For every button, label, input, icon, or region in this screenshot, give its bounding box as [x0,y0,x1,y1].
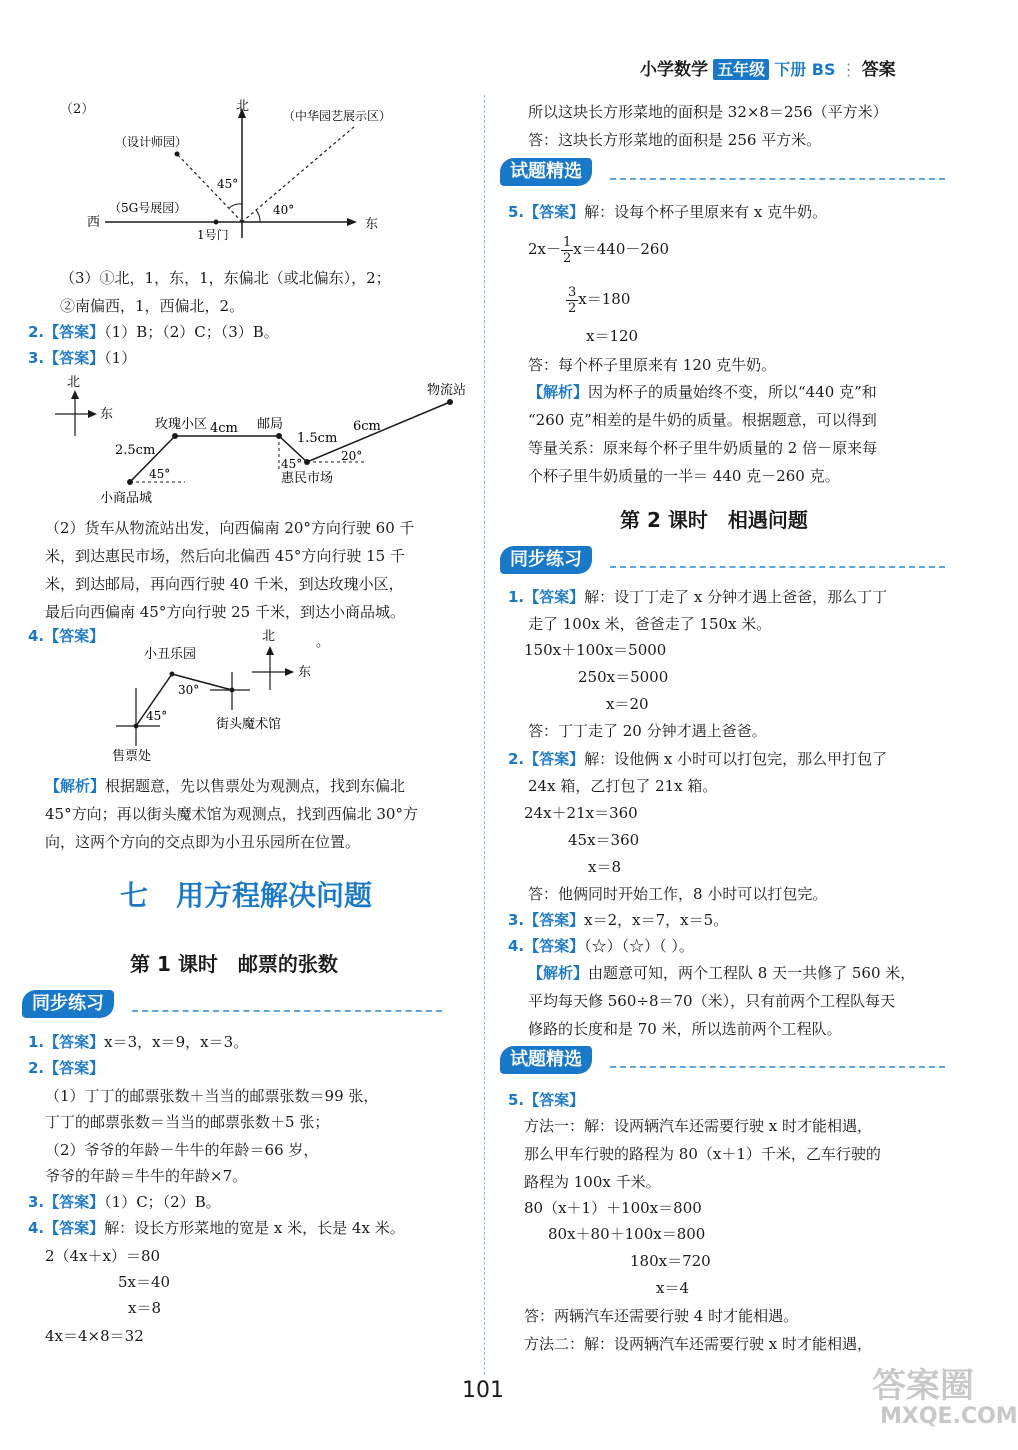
lesson1-title: 第 1 课时 邮票的张数 [130,952,338,976]
l1-q1-tag: 【答案】 [44,1033,105,1051]
d2-north: 北 [67,375,81,390]
header-answers: 答案 [861,60,896,80]
q3-number: 3. [28,349,45,367]
banner-selected-right-1 [500,158,945,188]
l2-q4-explain-text1: 由题意可知，两个工程队 8 天一共修了 560 米， [588,964,916,982]
l2-q1-text1: 解：设丁丁走了 x 分钟才遇上爸爸，那么丁丁 [584,588,888,606]
r-q5-text: 解：设每个杯子里原来有 x 克牛奶。 [584,203,828,221]
l2-q5-eq1: 80（x＋1）＋100x＝800 [524,1199,702,1217]
q4-row [28,626,104,646]
l2-q2-tag: 【答案】 [524,750,585,768]
l2-q5-tag: 【答案】 [524,1091,585,1109]
l1-q2-tag: 【答案】 [44,1059,105,1077]
fraction-three-halves: $\frac{3}{2}$ [568,284,577,316]
q3-p2-line3: 米，到达邮局，再向西行驶 40 千米，到达玫瑰小区， [45,575,404,593]
banner-selected-label-2: 试题精选 [500,1046,592,1074]
d1-angle-45: 45° [217,177,239,191]
l1-q3-tag: 【答案】 [44,1193,105,1211]
banner-practice-left [22,990,442,1020]
r-area-line1: 所以这块长方形菜地的面积是 32×8＝256（平方米） [528,103,888,121]
l1-q2-number: 2. [28,1059,45,1077]
l2-q1-line2: 走了 100x 米，爸爸走了 150x 米。 [528,615,772,633]
l2-q1-eq3: x＝20 [606,695,649,713]
header-separator: ⋮ [840,60,857,79]
l2-q3-tag: 【答案】 [524,911,585,929]
l2-q5-number: 5. [508,1091,525,1109]
column-divider [484,95,485,1375]
l1-q4-eq4: 4x＝4×8＝32 [45,1327,144,1345]
l2-q5-answer: 答：两辆汽车还需要行驶 4 时才能相遇。 [524,1307,799,1325]
header-book: 下册 BS [774,60,836,79]
l1-q2-line4: 爷爷的年龄＝牛牛的年龄×7。 [45,1167,248,1185]
l2-q2-eq2: 45x＝360 [568,831,640,849]
banner-practice-left-label: 同步练习 [22,990,114,1018]
d2-15cm: 1.5cm [297,431,338,446]
d2-angle-45b: 45° [281,457,303,471]
d3-north: 北 [262,629,276,644]
q2-tag: 【答案】 [44,323,105,341]
q4-explain-text1: 根据题意，先以售票处为观测点，找到东偏北 [105,777,406,795]
l2-q1-eq2: 250x＝5000 [578,668,669,686]
page-number: 101 [462,1378,504,1403]
r-q5-row [508,202,827,222]
l1-q4-tag: 【答案】 [44,1219,105,1237]
r-q5-explain-line2: “260 克”相差的是牛奶的质量。根据题意，可以得到 [528,411,877,429]
l2-q1-number: 1. [508,588,525,606]
page-header [640,55,896,80]
l2-q2-line2: 24x 箱，乙打包了 21x 箱。 [528,777,718,795]
l1-q1-number: 1. [28,1033,45,1051]
r-q5-eq2 [566,282,630,316]
r-q5-explain-line1 [528,382,877,402]
r-q5-explain-tag: 【解析】 [528,383,589,401]
d3-dot: 。 [316,635,330,650]
header-grade: 五年级 [713,59,769,80]
q4-explain-line1 [45,776,405,796]
q3-p2-line4: 最后向西偏南 45°方向行驶 25 千米，到达小商品城。 [45,603,405,621]
d1-west: 西 [87,215,101,230]
l1-q3-row [28,1192,221,1212]
l2-q2-eq1: 24x＋21x＝360 [524,804,638,822]
l2-q5-row [508,1090,584,1110]
l1-q3-text: （1）C；（2）B。 [104,1193,221,1211]
clown-park-diagram [100,628,340,763]
d3-angle-30: 30° [178,683,200,697]
q4-number: 4. [28,627,45,645]
d2-huimin: 惠民市场 [281,471,334,486]
l2-q1-row [508,587,887,607]
l2-q1-answer: 答：丁丁走了 20 分钟才遇上爸爸。 [528,722,767,740]
l1-q2-line1: （1）丁丁的邮票张数＋当当的邮票张数＝99 张， [45,1087,379,1105]
q1-part3-line2: ②南偏西，1，西偏北，2。 [60,297,245,315]
l1-q2-line2: 丁丁的邮票张数＝当当的邮票张数＋5 张； [45,1113,330,1131]
l2-q5-eq2: 80x＋80＋100x＝800 [548,1225,706,1243]
r-q5-tag: 【答案】 [524,203,585,221]
d2-market: 小商品城 [100,491,153,506]
l2-q5-eq4: x＝4 [656,1279,690,1297]
l2-q4-explain-line2: 平均每天修 560÷8＝70（米），只有前两个工程队每天 [528,992,896,1010]
d1-angle-40: 40° [273,203,295,217]
banner-practice-right [500,546,945,576]
l2-q4-explain-line1 [528,963,915,983]
r-q5-answer: 答：每个杯子里原来有 120 克牛奶。 [528,356,777,374]
q1-part2-label: （2） [60,102,95,117]
r-area-line2: 答：这块长方形菜地的面积是 256 平方米。 [528,131,822,149]
d2-east: 东 [100,407,114,422]
d2-logistics: 物流站 [427,383,467,398]
r-q5-number: 5. [508,203,525,221]
fraction-half: $\frac{1}{2}$ [563,234,572,266]
l1-q4-number: 4. [28,1219,45,1237]
l2-q4-explain-line3: 修路的长度和是 70 米，所以选前两个工程队。 [528,1020,842,1038]
d2-4cm: 4cm [210,421,238,436]
l2-q5-line2: 那么甲车行驶的路程为 80（x＋1）千米，乙车行驶的 [524,1145,881,1163]
q2-number: 2. [28,323,45,341]
l1-q1-text: x＝3，x＝9，x＝3。 [104,1033,249,1051]
d1-designer: （设计师园） [115,135,188,149]
l1-q2-row [28,1058,104,1078]
watermark-url: MXQE.COM [880,1404,1018,1429]
q3-tag: 【答案】 [44,349,105,367]
r-q5-explain-line3: 等量关系：原来每个杯子里牛奶质量的 2 倍－原来每 [528,439,878,457]
q3-p2-line1: （2）货车从物流站出发，向西偏南 20°方向行驶 60 千 [45,519,415,537]
l1-q3-number: 3. [28,1193,45,1211]
l1-q4-row [28,1218,405,1238]
r-q5-eq1-b: x＝440－260 [573,240,670,258]
l1-q4-eq2: 5x＝40 [118,1273,171,1291]
watermark-logo: 答案圈 [872,1366,974,1406]
l1-q4-text: 解：设长方形菜地的宽是 x 米，长是 4x 米。 [104,1219,405,1237]
d3-angle-45: 45° [146,709,168,723]
q3-row [28,348,136,368]
l2-q3-row [508,910,728,930]
d2-angle-20: 20° [341,449,363,463]
d2-angle-45a: 45° [149,467,171,481]
r-q5-explain-text1: 因为杯子的质量始终不变，所以“440 克”和 [588,383,877,401]
q1-part3-line1: （3）①北，1，东，1，东偏北（或北偏东），2； [60,269,391,287]
l2-q2-number: 2. [508,750,525,768]
r-q5-eq2-b: x＝180 [578,290,631,308]
lesson2-title: 第 2 课时 相遇问题 [620,508,808,532]
l2-q4-text: （☆）（☆）（ ）。 [584,937,694,955]
l2-q5-eq3: 180x＝720 [630,1252,711,1270]
q4-explain-line2: 45°方向；再以街头魔术馆为观测点，找到西偏北 30°方 [45,805,418,823]
q3-text: （1） [104,349,137,367]
banner-selected-right-2 [500,1046,945,1076]
q4-tag: 【答案】 [44,627,105,645]
l2-q4-row [508,936,694,956]
l1-q2-line3: （2）爷爷的年龄－牛牛的年龄＝66 岁， [45,1141,319,1159]
l2-q5-line3: 路程为 100x 千米。 [524,1173,661,1191]
d1-gate: 1号门 [197,228,229,242]
d1-east: 东 [365,217,379,232]
l2-q5-line1: 方法一：解：设两辆汽车还需要行驶 x 时才能相遇， [524,1117,872,1135]
l2-q3-number: 3. [508,911,525,929]
d3-ticket: 售票处 [112,749,152,764]
d2-post: 邮局 [257,417,284,432]
l2-q2-answer: 答：他俩同时开始工作，8 小时可以打包完。 [528,885,828,903]
l1-q1-row [28,1032,248,1052]
banner-practice-right-label: 同步练习 [500,546,592,574]
r-q5-eq1-a: 2x－ [528,240,562,258]
l2-q1-eq1: 150x＋100x＝5000 [524,641,667,659]
header-subject: 小学数学 [640,60,708,80]
l1-q4-eq3: x＝8 [128,1299,162,1317]
r-q5-eq1 [528,232,669,266]
d2-6cm: 6cm [353,419,381,434]
q4-explain-line3: 向，这两个方向的交点即为小丑乐园所在位置。 [45,833,361,851]
d3-clown: 小丑乐园 [144,647,197,662]
d1-chinese-art: （中华园艺展示区） [283,109,392,123]
banner-selected-label-1: 试题精选 [500,158,592,186]
r-q5-eq3: x＝120 [586,327,639,345]
l2-q5-method2: 方法二：解：设两辆汽车还需要行驶 x 时才能相遇， [524,1335,872,1353]
l2-q2-row [508,749,887,769]
d3-east: 东 [298,665,312,680]
d3-magic: 街头魔术馆 [216,717,282,732]
l2-q1-tag: 【答案】 [524,588,585,606]
l2-q2-text1: 解：设他俩 x 小时可以打包完，那么甲打包了 [584,750,888,768]
q4-explain-tag: 【解析】 [45,777,106,795]
d2-25cm: 2.5cm [115,443,156,458]
q2-row [28,322,279,342]
direction-diagram-gate [85,98,395,248]
route-diagram [45,372,485,512]
d1-5g: （5G号展园） [109,201,187,215]
r-q5-explain-line4: 个杯子里牛奶质量的一半＝ 440 克－260 克。 [528,467,840,485]
chapter-title: 七 用方程解决问题 [120,879,373,912]
l2-q4-tag: 【答案】 [524,937,585,955]
l2-q4-explain-tag: 【解析】 [528,964,589,982]
l2-q4-number: 4. [508,937,525,955]
q3-p2-line2: 米，到达惠民市场，然后向北偏西 45°方向行驶 15 千 [45,547,405,565]
q2-text: （1）B；（2）C；（3）B。 [104,323,279,341]
l2-q3-text: x＝2，x＝7，x＝5。 [584,911,729,929]
d1-north: 北 [236,99,250,114]
l2-q2-eq3: x＝8 [588,858,622,876]
l1-q4-eq1: 2（4x＋x）＝80 [45,1247,161,1265]
d2-rose: 玫瑰小区 [155,417,208,432]
